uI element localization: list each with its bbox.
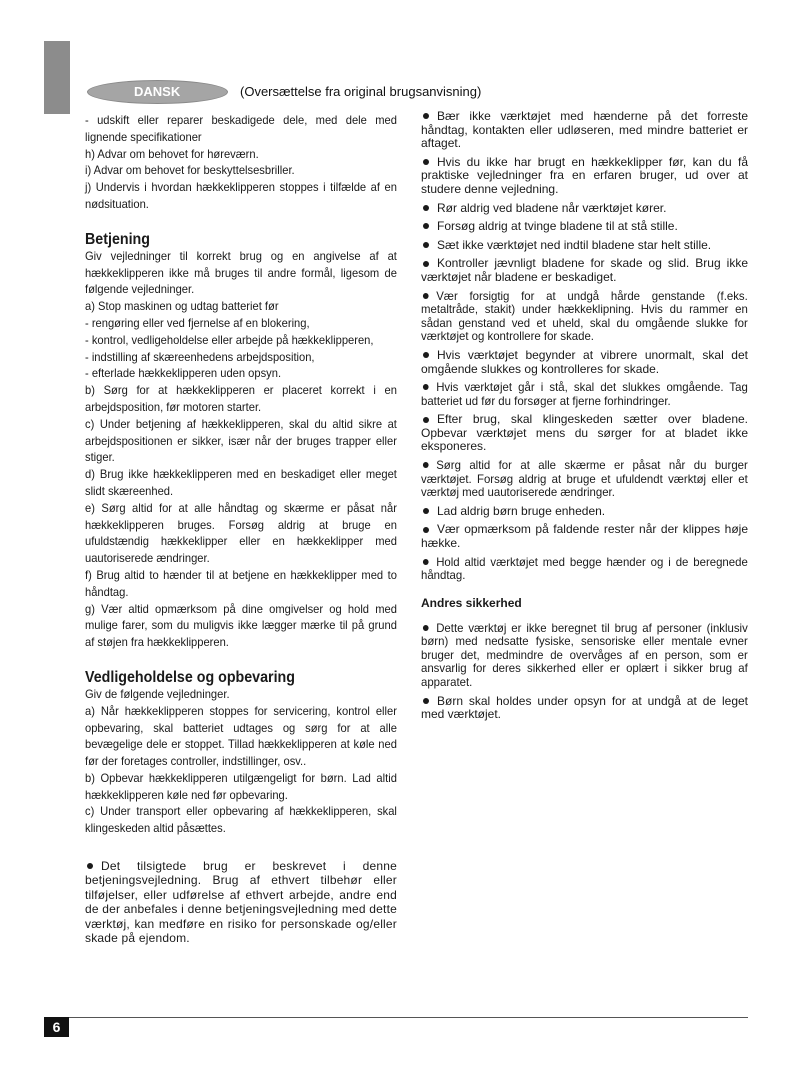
paragraph: - rengøring eller ved fjernelse af en blokering, (85, 315, 310, 330)
paragraph: g) Vær altid opmærksom på dine omgivelser og hold med mulige farer, som du muligvis ikke lægger mærke til på grund af støjen fra hækkeklipperen. (85, 601, 397, 650)
bullet-icon (423, 417, 429, 423)
left-column (85, 112, 397, 946)
section-heading-betjening: Betjening (85, 230, 150, 248)
paragraph: - indstilling af skæreenhedens arbejdsposition, (85, 349, 315, 364)
paragraph: j) Undervis i hvordan hækkeklipperen stoppes i tilfælde af en nødsituation. (85, 180, 397, 211)
intended-use-note: Det tilsigtede brug er beskrevet i denne betjeningsvejledning. Brug af ethvert tilbehør eller tilføjelser, eller udførelse af ethvert arbejde, andre end de der anbefales i denne betjeningsvejledning med dette værktøj, kan medføre en risiko for personskade og/eller skade på ejendom. (85, 859, 397, 946)
paragraph: b) Sørg for at hækkeklipperen er placeret korrekt i en arbejdsposition, før motoren starter. (85, 383, 397, 414)
paragraph: f) Brug altid to hænder til at betjene en hækkeklipper med to håndtag. (85, 567, 397, 599)
list-item: Dette værktøj er ikke beregnet til brug af personer (inklusiv børn) med nedsatte fysiske, sensoriske eller mentale evner bruger det, medmindre de overvåges af en person, som er ansvarlig for deres sikkerhed eller er oplært i sikker brug af apparatet. (421, 620, 748, 689)
paragraph: - efterlade hækkeklipperen uden opsyn. (85, 366, 282, 381)
list-item: Sørg altid for at alle skærme er påsat når du burger værktøjet. Forsøg aldrig at bruge et ufuldendt værktøj eller et værktøj med uautoriserede ændringer. (421, 458, 748, 500)
paragraph: Giv vejledninger til korrekt brug og en angivelse af at hækkeklipperen ikke må bruges til andre formål, ligesom de følgende vejledninger. (85, 248, 397, 297)
list-item: Hvis værktøjet går i stå, skal det slukkes omgående. Tag batteriet ud før du forsøger at fjerne forhindringer. (421, 380, 748, 408)
list-item: Efter brug, skal klingeskeden sætter over bladene. Opbevar værktøjet mens du sørger for at bladet ikke eksponeres. (421, 412, 748, 454)
list-item: Børn skal holdes under opsyn for at undgå at de leget med værktøjet. (421, 693, 748, 722)
list-item: Forsøg aldrig at tvinge bladene til at stå stille. (421, 220, 748, 234)
bullet-icon (423, 462, 429, 468)
bullet-icon (423, 352, 429, 358)
bullet-icon (423, 698, 429, 704)
paragraph: c) Under betjening af hækkeklipperen, skal du altid sikre at arbejdspositionen er sikker, især når der bruges trapper eller stiger. (85, 416, 397, 465)
bullet-icon (423, 113, 429, 119)
list-item: Hvis værktøjet begynder at vibrere unormalt, skal det omgående slukkes og kontrolleres for skade. (421, 347, 748, 376)
list-item: Hold altid værktøjet med begge hænder og i de beregnede håndtag. (421, 554, 748, 583)
bullet-icon (423, 205, 429, 211)
right-column (421, 110, 748, 727)
list-item: Sæt ikke værktøjet ned indtil bladene star helt stille. (421, 239, 748, 253)
language-badge: DANSK (87, 80, 228, 104)
paragraph: b) Opbevar hækkeklipperen utilgængeligt for børn. Lad altid hækkeklipperen køle ned før opbevaring. (85, 770, 397, 802)
list-item: Vær opmærksom på faldende rester når der klippes høje hække. (421, 522, 748, 551)
paragraph: h) Advar om behovet for høreværn. (85, 146, 259, 161)
section-heading-andres-sikkerhed: Andres sikkerhed (421, 595, 522, 610)
bullet-icon (87, 863, 93, 869)
bullet-icon (423, 242, 429, 248)
bullet-icon (423, 559, 429, 565)
paragraph: i) Advar om behovet for beskyttelsesbriller. (85, 163, 295, 178)
language-side-tab (44, 41, 70, 114)
paragraph: c) Under transport eller opbevaring af hækkeklipperen, skal klingeskeden altid påsættes. (85, 804, 397, 836)
footer-divider (44, 1017, 748, 1018)
bullet-icon (423, 261, 429, 267)
translation-subtitle: (Oversættelse fra original brugsanvisning) (240, 84, 482, 99)
list-item: Kontroller jævnligt bladene for skade og slid. Brug ikke værktøjet når bladene er beskadiget. (421, 256, 748, 284)
bullet-icon (423, 508, 429, 514)
section-heading-vedligeholdelse: Vedligeholdelse og opbevaring (85, 668, 295, 686)
paragraph: a) Når hækkeklipperen stoppes for servicering, kontrol eller opbevaring, skal batteriet udtages og sørg for at alle bevægelige dele er stoppet. Tillad hækkeklipperen at køle ned før der foretages controller, indstillinger, osv.. (85, 703, 397, 769)
bullet-icon (423, 384, 429, 390)
list-item: Bær ikke værktøjet med hænderne på det forreste håndtag, kontakten eller udløseren, med mindre batteriet er aftaget. (421, 109, 748, 151)
bullet-icon (423, 223, 429, 229)
paragraph: - kontrol, vedligeholdelse eller arbejde på hækkeklipperen, (85, 332, 374, 347)
bullet-icon (423, 293, 429, 299)
paragraph: a) Stop maskinen og udtag batteriet før (85, 299, 279, 314)
paragraph: Giv de følgende vejledninger. (85, 686, 230, 701)
paragraph: d) Brug ikke hækkeklipperen med en beskadiget eller meget slidt skæreenhed. (85, 467, 397, 498)
list-item: Lad aldrig børn bruge enheden. (421, 505, 748, 519)
page-number: 6 (44, 1017, 69, 1037)
list-item: Vær forsigtig for at undgå hårde genstande (f.eks. metaltråde, stakit) under hækkeklipning. Hvis du rammer en sådan genstand ved et uheld, skal du omgående slukke for værktøjet og kontrollere for skade. (421, 288, 748, 344)
bullet-icon (423, 159, 429, 165)
list-item: Hvis du ikke har brugt en hækkeklipper før, kan du få praktiske vejledninger fra en erfaren bruger, ud over at studere denne vejledning. (421, 154, 748, 196)
bullet-icon (423, 625, 429, 631)
paragraph: - udskift eller reparer beskadigede dele, med dele med lignende specifikationer (85, 113, 397, 144)
bullet-icon (423, 527, 429, 533)
list-item: Rør aldrig ved bladene når værktøjet kører. (421, 202, 748, 216)
paragraph: e) Sørg altid for at alle håndtag og skærme er påsat når hækkeklipperen bruges. Forsøg aldrig at bruge en ufuldstændig hækkeklipper eller en hækkeklipper med uautoriserede ændringer. (85, 500, 397, 566)
